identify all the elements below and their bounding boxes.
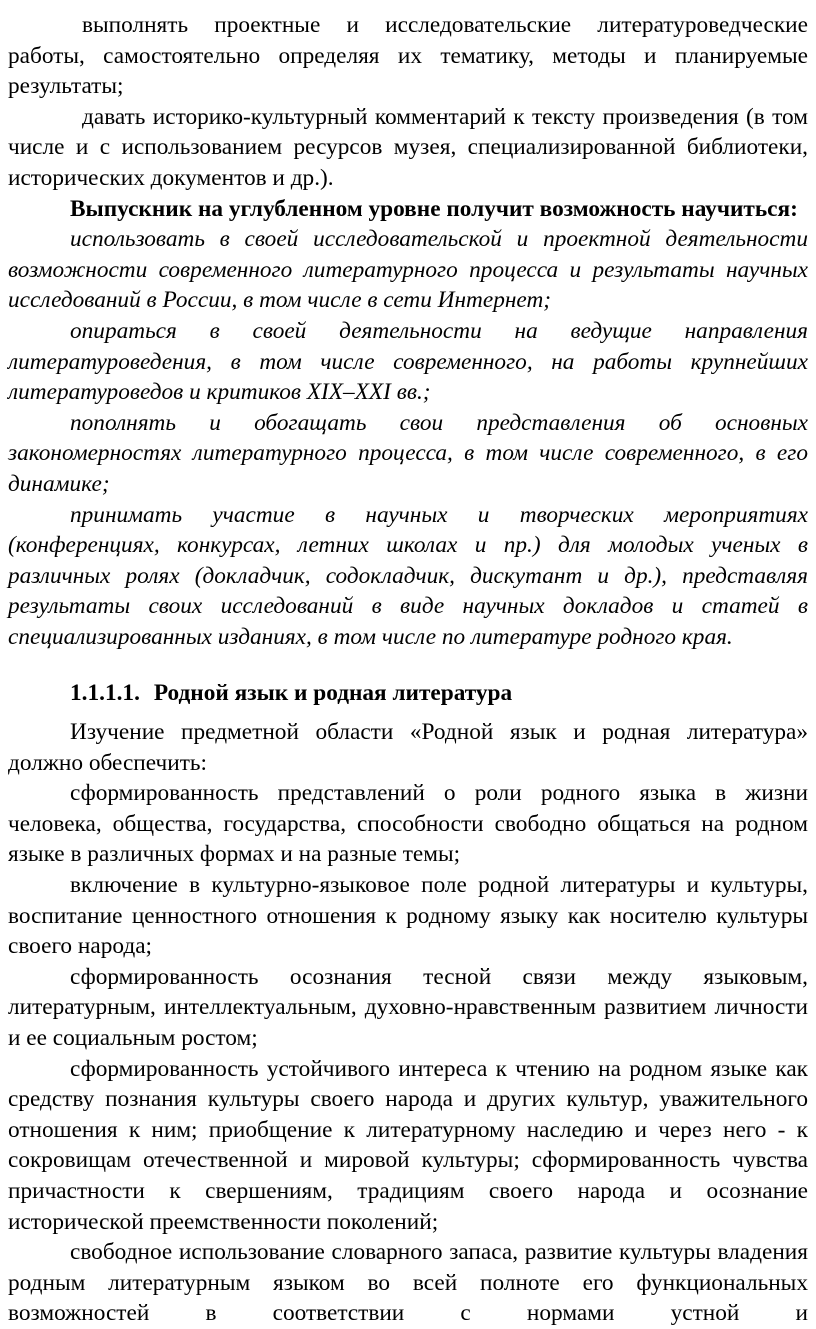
paragraph: выполнять проектные и исследовательские литературоведческие работы, самостоятельно определяя их тематику, методы и планируемые результаты; — [8, 12, 808, 100]
section-title: Родной язык и родная литература — [153, 680, 513, 707]
paragraph: давать историко-культурный комментарий к тексту произведения (в том числе и с использованием ресурсов музея, специализированной библиотеки, исторических документов и др.). — [8, 103, 808, 191]
section-heading — [8, 678, 808, 709]
list-item: пополнять и обогащать свои представления об основных закономерностях литературного процесса, в том числе современного, в его динамике; — [8, 409, 808, 497]
section-subheading: Выпускник на углубленном уровне получит возможность научиться: — [70, 195, 798, 222]
list-item: сформированность устойчивого интереса к чтению на родном языке как средству познания культуры своего народа и других культур, уважительного отношения к ним; приобщение к литературному наследию и через него - к сокровищам отечественной и мировой культуры; сформированность чувства причастности к свершениям, традициям своего народа и осознание исторической преемственности поколений; — [8, 1055, 808, 1235]
section-intro: Изучение предметной области «Родной язык и родная литература» должно обеспечить: — [8, 719, 808, 776]
list-item: опираться в своей деятельности на ведущие направления литературоведения, в том числе современного, на работы крупнейших литературоведов и критиков XIX–XXI вв.; — [8, 317, 808, 406]
list-item: принимать участие в научных и творческих мероприятиях (конференциях, конкурсах, летних школах и пр.) для молодых ученых в различных ролях (докладчик, содокладчик, дискутант и др.), представляя результаты своих исследований в виде научных докладов и статей в специализированных изданиях, в том числе по литературе родного края. — [8, 501, 808, 650]
section-number: 1.1.1.1. — [70, 680, 140, 707]
list-item: сформированность представлений о роли родного языка в жизни человека, общества, государства, способности свободно общаться на родном языке в различных формах и на разные темы; — [8, 780, 808, 868]
list-item: использовать в своей исследовательской и проектной деятельности возможности современного литературного процесса и результаты научных исследований в России, в том числе в сети Интернет; — [8, 226, 808, 314]
list-item: включение в культурно-языковое поле родной литературы и культуры, воспитание ценностного отношения к родному языку как носителю культуры своего народа; — [8, 872, 808, 960]
list-item: свободное использование словарного запаса, развитие культуры владения родным литературным языком во всей полноте его функциональных возможностей в соответствии с нормами устной и — [8, 1239, 808, 1327]
list-item: сформированность осознания тесной связи между языковым, литературным, интеллектуальным, духовно-нравственным развитием личности и ее социальным ростом; — [8, 963, 808, 1051]
